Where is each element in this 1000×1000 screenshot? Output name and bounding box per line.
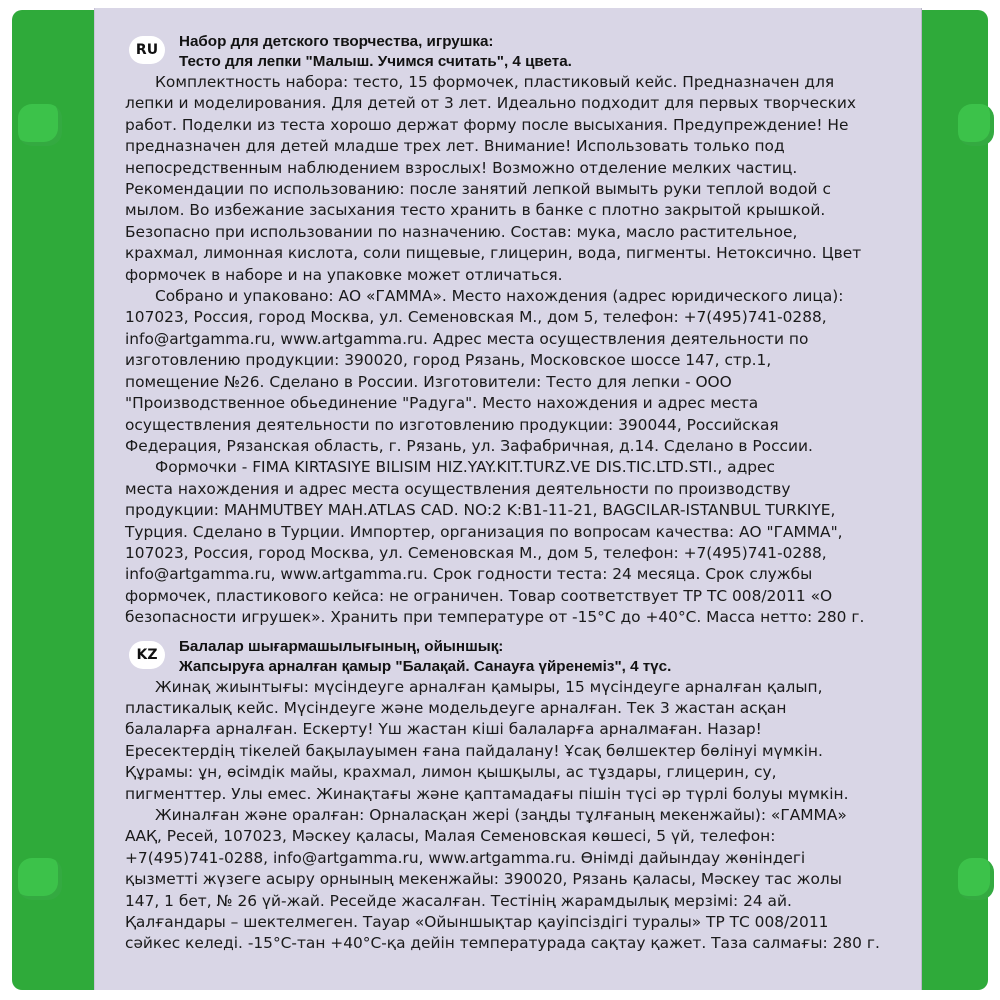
- text-line: info@artgamma.ru, www.artgamma.ru. Адрес места осуществления деятельности по: [125, 329, 809, 348]
- section-heading: [125, 32, 893, 72]
- text-line: Қалғандары – шектелмеген. Тауар «Ойыншықтар қауіпсіздігі туралы» ТР ТС 008/2011: [125, 913, 829, 932]
- text-line: Жиналған және оралған: Орналасқан жері (заңды тұлғаның мекенжайы): «ГАММА»: [155, 806, 847, 824]
- text-line: Безопасно при использовании по назначению. Состав: мука, масло растительное,: [125, 222, 798, 241]
- text-line: Комплектность набора: тесто, 15 формочек, пластиковый кейс. Предназначен для: [155, 73, 835, 91]
- product-title-kz: Балалар шығармашылығының, ойыншық:: [179, 637, 504, 655]
- text-line: Федерация, Рязанская область, г. Рязань, ул. Зафабричная, д.14. Сделано в России.: [125, 436, 813, 455]
- text-line: продукции: MAHMUTBEY MAH.ATLAS CAD. NO:2 K:B1-11-21, BAGCILAR-ISTANBUL TURKIYE,: [125, 501, 836, 520]
- section-heading: [125, 637, 893, 677]
- language-badge-ru: RU: [129, 36, 165, 64]
- text-line: лепки и моделирования. Для детей от 3 лет. Идеально подходит для первых творческих: [125, 94, 856, 113]
- text-line: info@artgamma.ru, www.artgamma.ru. Срок годности теста: 24 месяца. Срок службы: [125, 565, 813, 584]
- text-line: 107023, Россия, город Москва, ул. Семеновская М., дом 5, телефон: +7(495)741-0288,: [125, 543, 827, 562]
- product-label: [95, 8, 921, 990]
- text-line: изготовлению продукции: 390020, город Рязань, Московское шоссе 147, стр.1,: [125, 351, 772, 370]
- text-line: предназначен для детей младше трех лет. Внимание! Использовать только под: [125, 137, 785, 156]
- case-peg: [958, 104, 994, 146]
- text-line: +7(495)741-0288, info@artgamma.ru, www.artgamma.ru. Өнімді дайындау жөніндегі: [125, 848, 806, 867]
- product-title-ru: Набор для детского творчества, игрушка:: [179, 33, 494, 50]
- text-line: безопасности игрушек». Хранить при температуре от -15°С до +40°С. Масса нетто: 280 г.: [125, 608, 865, 627]
- text-line: Жинақ жиынтығы: мүсіндеуге арналған қамыры, 15 мүсіндеуге арналған қалып,: [155, 677, 823, 696]
- text-line: непосредственным наблюдением взрослых! Возможно отделение мелких частиц.: [125, 158, 798, 177]
- text-line: Формочки - FIMA KIRTASIYE BILISIM HIZ.YAY.KIT.TURZ.VE DIS.TIC.LTD.STI., адрес: [155, 458, 775, 477]
- text-line: Турция. Сделано в Турции. Импортер, организация по вопросам качества: АО "ГАММА",: [125, 522, 843, 541]
- case-peg: [18, 104, 62, 146]
- text-line: ААҚ, Ресей, 107023, Мәскеу қаласы, Малая Семеновская көшесі, 5 үй, телефон:: [125, 827, 776, 846]
- product-subtitle-ru: Тесто для лепки "Малыш. Учимся считать", 4 цвета.: [179, 53, 572, 70]
- text-line: "Производственное обьединение "Радуга". Место нахождения и адрес места: [125, 394, 759, 413]
- section-kz: [125, 637, 893, 955]
- text-line: помещение №26. Сделано в России. Изготовители: Тесто для лепки - ООО: [125, 372, 732, 391]
- text-line: осуществления деятельности по изготовлению продукции: 390044, Российская: [125, 415, 779, 434]
- text-line: 107023, Россия, город Москва, ул. Семеновская М., дом 5, телефон: +7(495)741-0288,: [125, 308, 827, 327]
- text-line: қызметті жүзеге асыру орнының мекенжайы: 390020, Рязань қаласы, Мәскеу тас жолы: [125, 870, 842, 889]
- text-line: 147, 1 бет, № 26 үй-жай. Ресейде жасалған. Тестінің жарамдылық мерзімі: 24 ай.: [125, 891, 792, 910]
- text-line: Рекомендации по использованию: после занятий лепкой вымыть руки теплой водой с: [125, 180, 831, 199]
- text-line: Құрамы: ұн, өсімдік майы, крахмал, лимон қышқылы, ас тұздары, глицерин, су,: [125, 763, 777, 782]
- case-peg: [958, 858, 994, 900]
- text-line: места нахождения и адрес места осуществления деятельности по производству: [125, 479, 791, 498]
- text-line: балаларға арналған. Ескерту! Үш жастан кіші балаларға арналмаған. Назар!: [125, 720, 762, 739]
- product-subtitle-kz: Жапсыруға арналған қамыр "Балақай. Санауға үйренеміз", 4 түс.: [179, 657, 672, 675]
- description-kz: [125, 677, 893, 955]
- text-line: формочек, пластикового кейса: не ограничен. Товар соответствует ТР ТС 008/2011 «О: [125, 586, 833, 605]
- text-line: формочек в наборе и на упаковке может отличаться.: [125, 265, 563, 284]
- text-line: пигменттер. Улы емес. Жинақтағы және қаптамадағы пішін түсі әр түрлі болуы мүмкін.: [125, 784, 849, 803]
- text-line: Ересектердің тікелей бақылауымен ғана пайдалану! Ұсақ бөлшектер бөлінуі мүмкін.: [125, 741, 823, 760]
- text-line: Собрано и упаковано: АО «ГАММА». Место нахождения (адрес юридического лица):: [155, 287, 844, 306]
- description-ru: [125, 72, 893, 629]
- text-line: мылом. Во избежание засыхания тесто хранить в банке с плотно закрытой крышкой.: [125, 201, 826, 220]
- text-line: крахмал, лимонная кислота, соли пищевые, глицерин, вода, пигменты. Нетоксично. Цвет: [125, 244, 862, 263]
- text-line: пластикалық кейс. Мүсіндеуге және модельдеуге арналған. Тек 3 жастан асқан: [125, 698, 787, 717]
- text-line: сәйкес келеді. -15°С-тан +40°С-қа дейін температурада сақтау қажет. Таза салмағы: 280 г.: [125, 934, 880, 953]
- text-line: работ. Поделки из теста хорошо держат форму после высыхания. Предупреждение! Не: [125, 115, 849, 134]
- language-badge-kz: KZ: [129, 641, 165, 669]
- case-peg: [18, 858, 62, 900]
- section-ru: [125, 32, 893, 629]
